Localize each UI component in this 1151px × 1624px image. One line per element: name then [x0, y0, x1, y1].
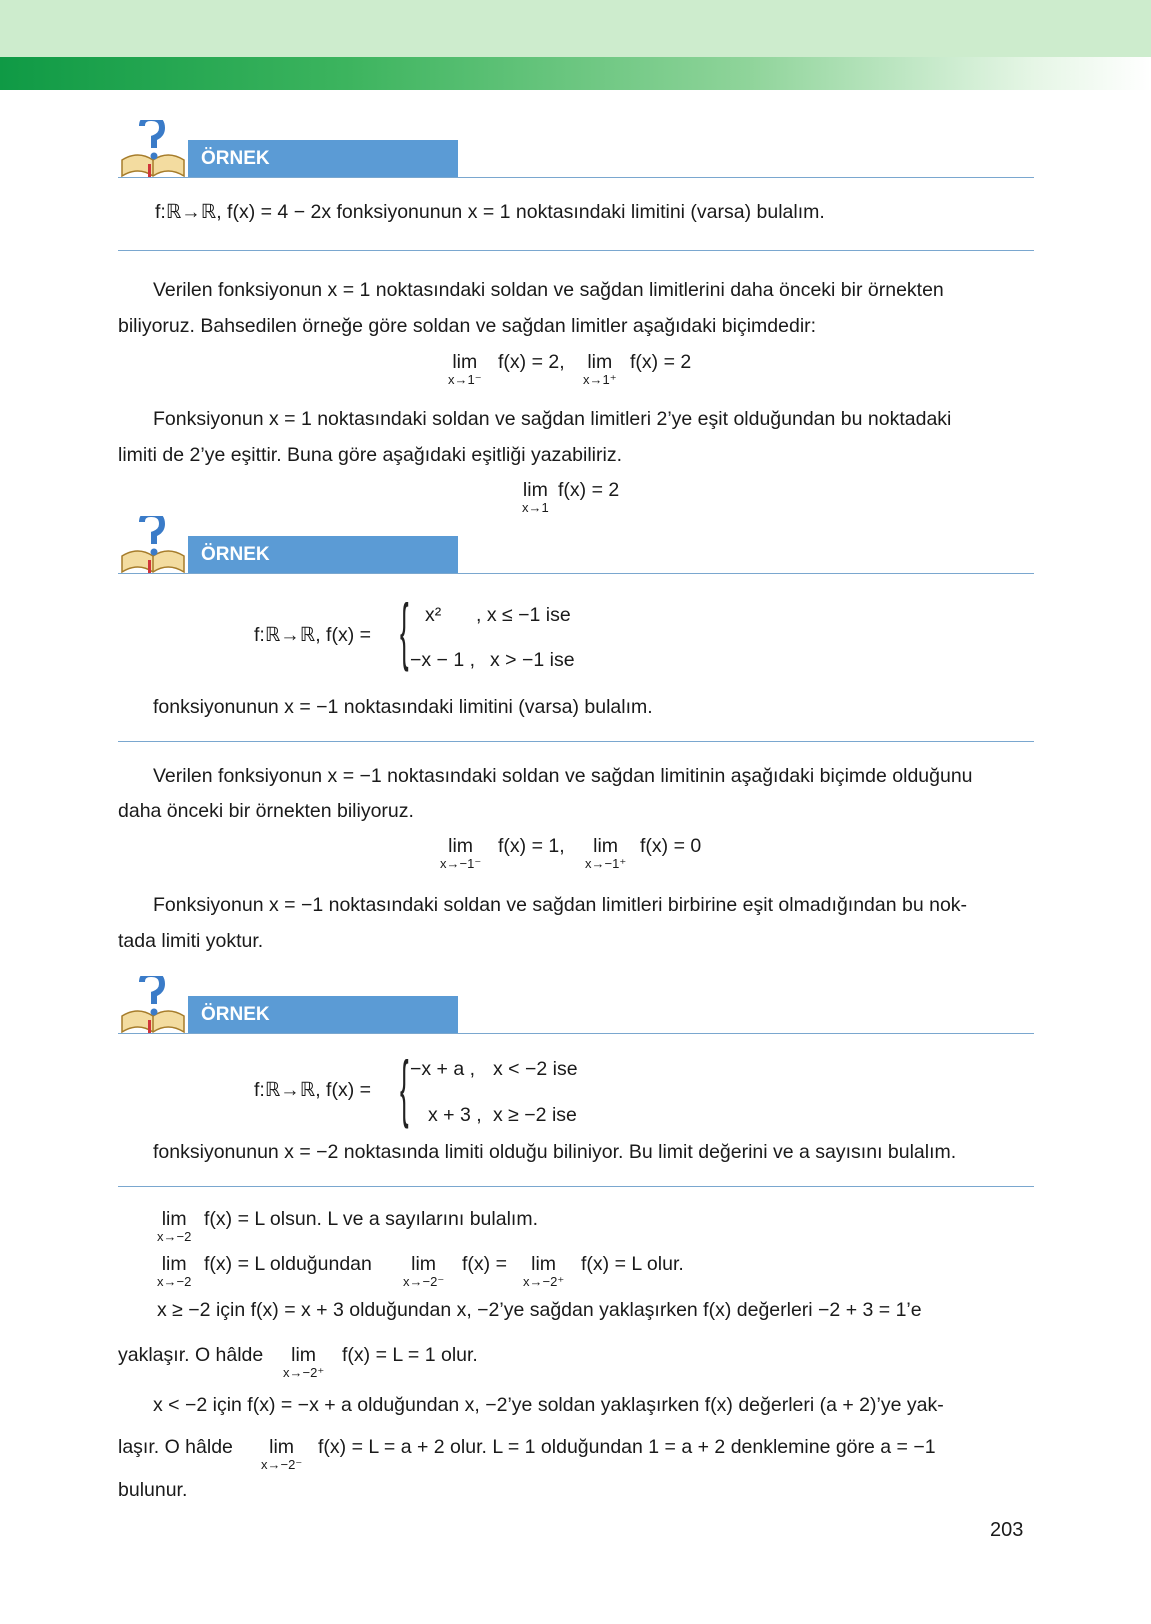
ex2-lim-right-expr: f(x) = 0 [640, 835, 702, 857]
ex3-s6-post: f(x) = L = a + 2 olur. L = 1 olduğundan 1 = a + 2 denklemine göre a = −1 [318, 1436, 936, 1458]
lim-sub: x→−1⁻ [440, 856, 482, 871]
ex3-s7: bulunur. [118, 1479, 188, 1501]
example-rule [118, 177, 1034, 178]
lim-sub: x→−1⁺ [585, 856, 627, 871]
ex3-s2-text-b: f(x) = [462, 1253, 507, 1275]
ex1-p1-line2: biliyoruz. Bahsedilen örneğe göre soldan ve sağdan limitler aşağıdaki biçimdedir: [118, 315, 817, 337]
lim-word: lim [522, 479, 548, 501]
ex2-case1-expr: x² [425, 604, 442, 626]
ex1-lim [522, 479, 549, 515]
ex3-s2-lim-b [403, 1253, 444, 1289]
example-label: ÖRNEK [188, 140, 458, 178]
ex2-lim-left-expr: f(x) = 1, [498, 835, 565, 857]
ex3-case1-cond: x < −2 ise [493, 1058, 578, 1080]
example-rule [118, 573, 1034, 574]
lim-word: lim [411, 1253, 437, 1275]
ex2-lim-right [585, 835, 626, 871]
ex1-p1-line1: Verilen fonksiyonun x = 1 noktasındaki soldan ve sağdan limitlerini daha önceki bir örnekten [153, 279, 944, 301]
ex2-case1-cond: , x ≤ −1 ise [476, 604, 571, 626]
question-book-icon [118, 976, 188, 1038]
lim-sub: x→1⁻ [448, 372, 482, 387]
lim-word: lim [593, 835, 619, 857]
header-band [0, 0, 1151, 57]
ex2-case2-cond: x > −1 ise [490, 649, 575, 671]
lim-sub: x→−2⁺ [283, 1365, 325, 1380]
ex3-s6-pre: laşır. O hâlde [118, 1436, 233, 1458]
ex3-func-lhs: f:ℝ→ℝ, f(x) = [254, 1079, 372, 1101]
lim-word: lim [531, 1253, 557, 1275]
page-number: 203 [990, 1519, 1024, 1541]
lim-word: lim [161, 1208, 187, 1230]
example-label: ÖRNEK [188, 996, 458, 1034]
lim-word: lim [587, 351, 613, 373]
ex2-func-lhs: f:ℝ→ℝ, f(x) = [254, 624, 372, 646]
example-header-1 [118, 138, 1034, 178]
divider [118, 741, 1034, 742]
ex1-lim-left [448, 351, 482, 387]
divider [118, 250, 1034, 251]
ex1-lim-right [583, 351, 617, 387]
ex1-lim-expr: f(x) = 2 [558, 479, 620, 501]
lim-sub: x→−2 [157, 1229, 192, 1244]
lim-sub: x→1 [522, 500, 549, 515]
piecewise-brace: { [400, 1046, 409, 1129]
lim-sub: x→−2⁻ [261, 1457, 303, 1472]
ex3-s6-lim [261, 1436, 302, 1472]
ex3-s5: x < −2 için f(x) = −x + a olduğundan x, −2’ye soldan yaklaşırken f(x) değerleri (a + 2)’ye yak- [153, 1394, 944, 1416]
divider [118, 1186, 1034, 1187]
ex2-p2-line1: Fonksiyonun x = −1 noktasındaki soldan ve sağdan limitleri birbirine eşit olmadığından bu nok- [153, 894, 968, 916]
ex1-lim-right-expr: f(x) = 2 [630, 351, 692, 373]
ex2-p1-line2: daha önceki bir örnekten biliyoruz. [118, 800, 414, 822]
ex2-p2-line2: tada limiti yoktur. [118, 930, 264, 952]
lim-sub: x→−2⁻ [403, 1274, 445, 1289]
ex3-s3: x ≥ −2 için f(x) = x + 3 olduğundan x, −2’ye sağdan yaklaşırken f(x) değerleri −2 + 3 = 1’e [157, 1299, 922, 1321]
example-header-3 [118, 994, 1034, 1034]
ex3-s1-text: f(x) = L olsun. L ve a sayılarını bulalım. [204, 1208, 538, 1230]
ex1-problem: f:ℝ→ℝ, f(x) = 4 − 2x fonksiyonunun x = 1 noktasındaki limitini (varsa) bulalım. [155, 201, 825, 223]
ex3-s4-pre: yaklaşır. O hâlde [118, 1344, 264, 1366]
ex3-case2-expr: x + 3 , [428, 1104, 482, 1126]
header-gradient-bar [0, 57, 1151, 90]
ex3-problem: fonksiyonunun x = −2 noktasında limiti olduğu biliniyor. Bu limit değerini ve a sayısını bulalım. [153, 1141, 957, 1163]
ex1-p2-line1: Fonksiyonun x = 1 noktasındaki soldan ve sağdan limitleri 2’ye eşit olduğundan bu noktadaki [153, 408, 952, 430]
example-label: ÖRNEK [188, 536, 458, 574]
lim-word: lim [448, 835, 474, 857]
question-book-icon [118, 516, 188, 578]
lim-word: lim [452, 351, 478, 373]
lim-sub: x→−2 [157, 1274, 192, 1289]
example-rule [118, 1033, 1034, 1034]
ex3-s4-post: f(x) = L = 1 olur. [342, 1344, 478, 1366]
ex1-p2-line2: limiti de 2’ye eşittir. Buna göre aşağıdaki eşitliği yazabiliriz. [118, 444, 622, 466]
ex3-s1-lim [157, 1208, 191, 1244]
example-header-2 [118, 534, 1034, 574]
ex2-problem: fonksiyonunun x = −1 noktasındaki limitini (varsa) bulalım. [153, 696, 653, 718]
lim-word: lim [269, 1436, 295, 1458]
question-book-icon [118, 120, 188, 182]
ex1-lim-left-expr: f(x) = 2, [498, 351, 565, 373]
ex3-s4-lim [283, 1344, 324, 1380]
ex3-s2-text: f(x) = L olduğundan [204, 1253, 372, 1275]
ex2-case2-expr: −x − 1 , [410, 649, 476, 671]
ex3-s2-lim-c [523, 1253, 564, 1289]
lim-sub: x→−2⁺ [523, 1274, 565, 1289]
ex3-s2-lim [157, 1253, 191, 1289]
piecewise-brace: { [400, 589, 409, 672]
ex2-lim-left [440, 835, 481, 871]
ex3-case2-cond: x ≥ −2 ise [493, 1104, 577, 1126]
lim-sub: x→1⁺ [583, 372, 617, 387]
ex3-s2-text-c: f(x) = L olur. [581, 1253, 684, 1275]
lim-word: lim [161, 1253, 187, 1275]
ex3-case1-expr: −x + a , [410, 1058, 476, 1080]
ex2-p1-line1: Verilen fonksiyonun x = −1 noktasındaki soldan ve sağdan limitinin aşağıdaki biçimde olduğunu [153, 765, 973, 787]
lim-word: lim [291, 1344, 317, 1366]
